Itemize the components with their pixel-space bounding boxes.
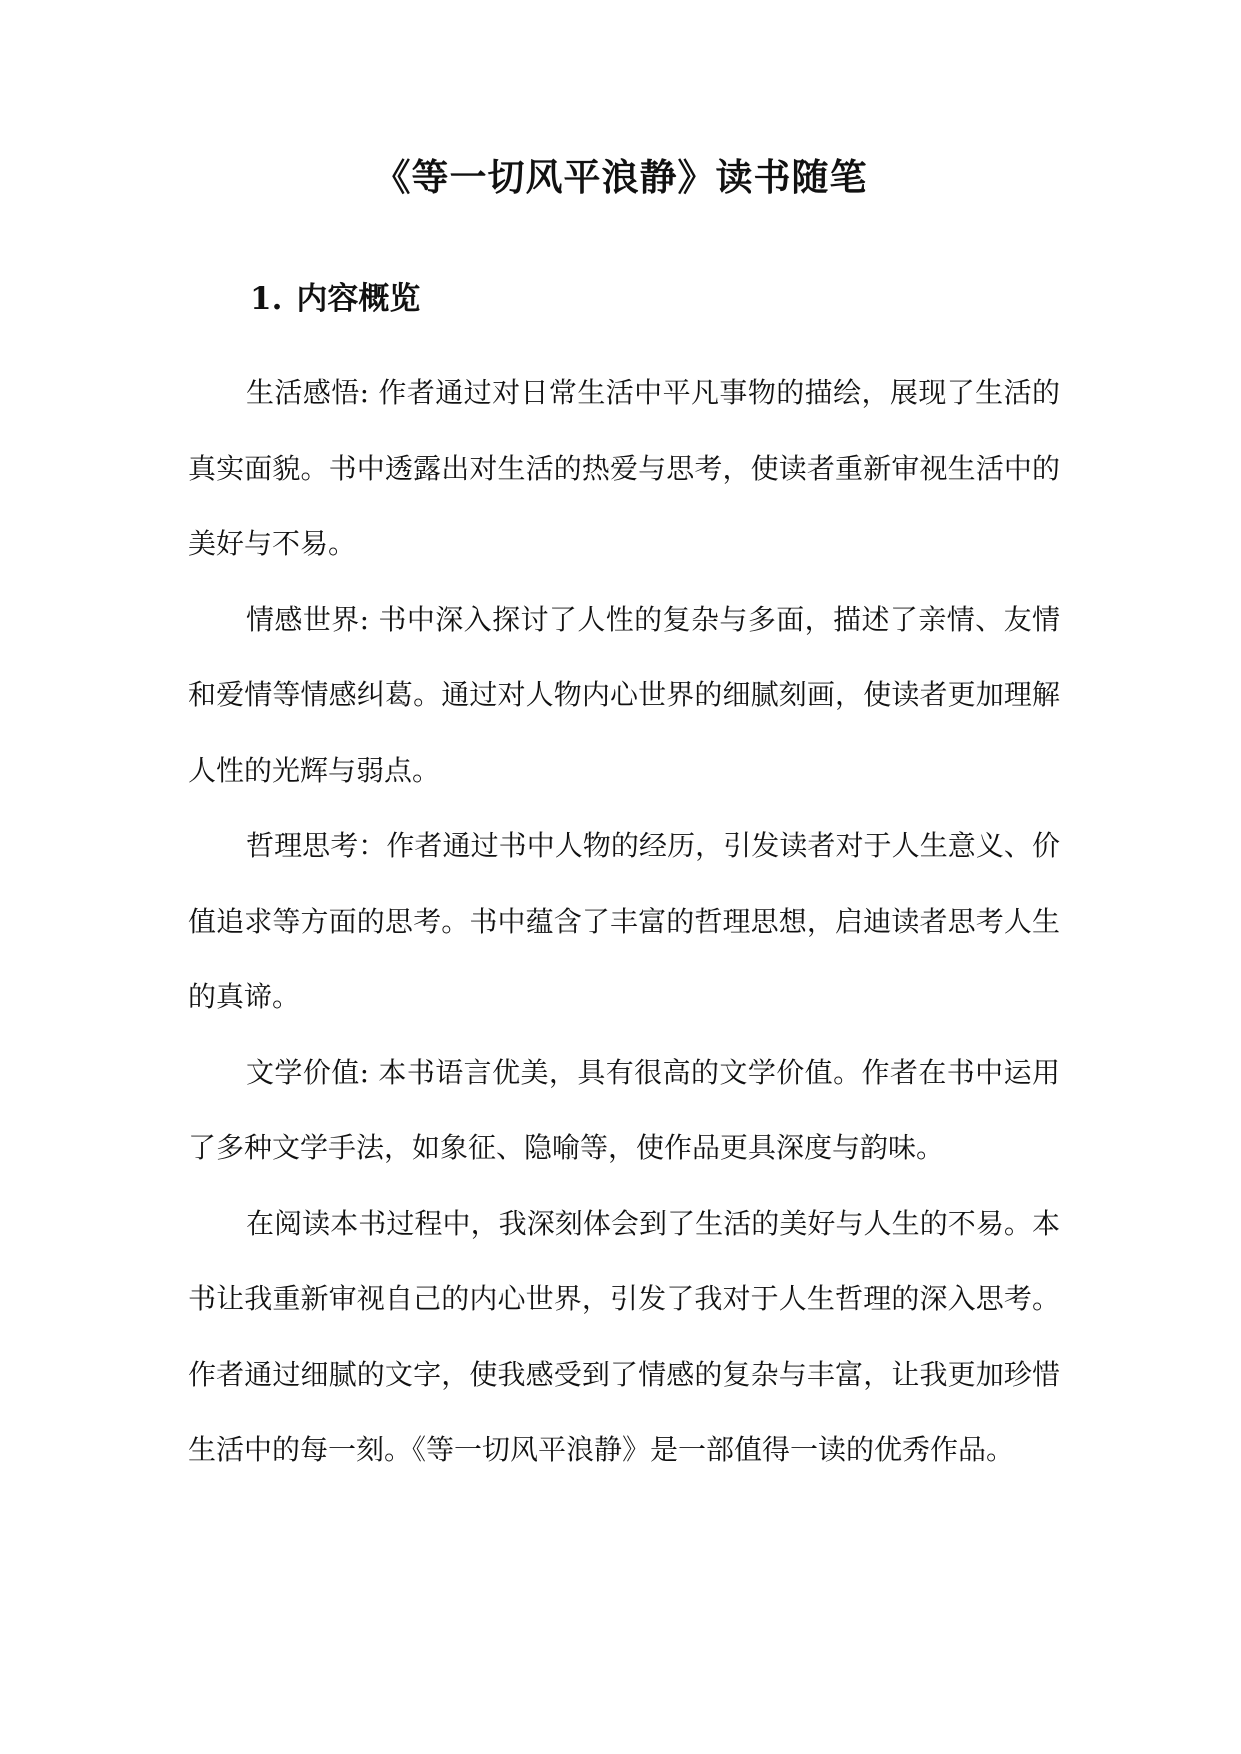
- paragraph-life-insight: 生活感悟: 作者通过对日常生活中平凡事物的描绘，展现了生活的真实面貌。书中透露出对生活的热爱与思考，使读者重新审视生活中的美好与不易。: [188, 376, 1060, 560]
- document-title: 《等一切风平浪静》读书随笔: [373, 155, 868, 199]
- section-title: 内容概览: [296, 281, 421, 317]
- paragraph-reflection: 在阅读本书过程中，我深刻体会到了生活的美好与人生的不易。本书让我重新审视自己的内心世界，引发了我对于人生哲理的深入思考。作者通过细腻的文字，使我感受到了情感的复杂与丰富，让我更加珍惜生活中的每一刻。《等一切风平浪静》是一部值得一读的优秀作品。: [188, 1206, 1060, 1466]
- paragraph-emotional-world: 情感世界: 书中深入探讨了人性的复杂与多面，描述了亲情、友情和爱情等情感纠葛。通过对人物内心世界的细腻刻画，使读者更加理解人性的光辉与弱点。: [188, 602, 1060, 787]
- paragraph-literary-value: 文学价值: 本书语言优美，具有很高的文学价值。作者在书中运用了多种文学手法，如象征、隐喻等，使作品更具深度与韵味。: [188, 1055, 1060, 1164]
- section-heading: [250, 277, 420, 321]
- document-body: [188, 355, 1060, 1488]
- paragraph-philosophical-thinking: 哲理思考：作者通过书中人物的经历，引发读者对于人生意义、价值追求等方面的思考。书中蕴含了丰富的哲理思想，启迪读者思考人生的真谛。: [188, 829, 1060, 1013]
- section-number: 1.: [250, 281, 283, 317]
